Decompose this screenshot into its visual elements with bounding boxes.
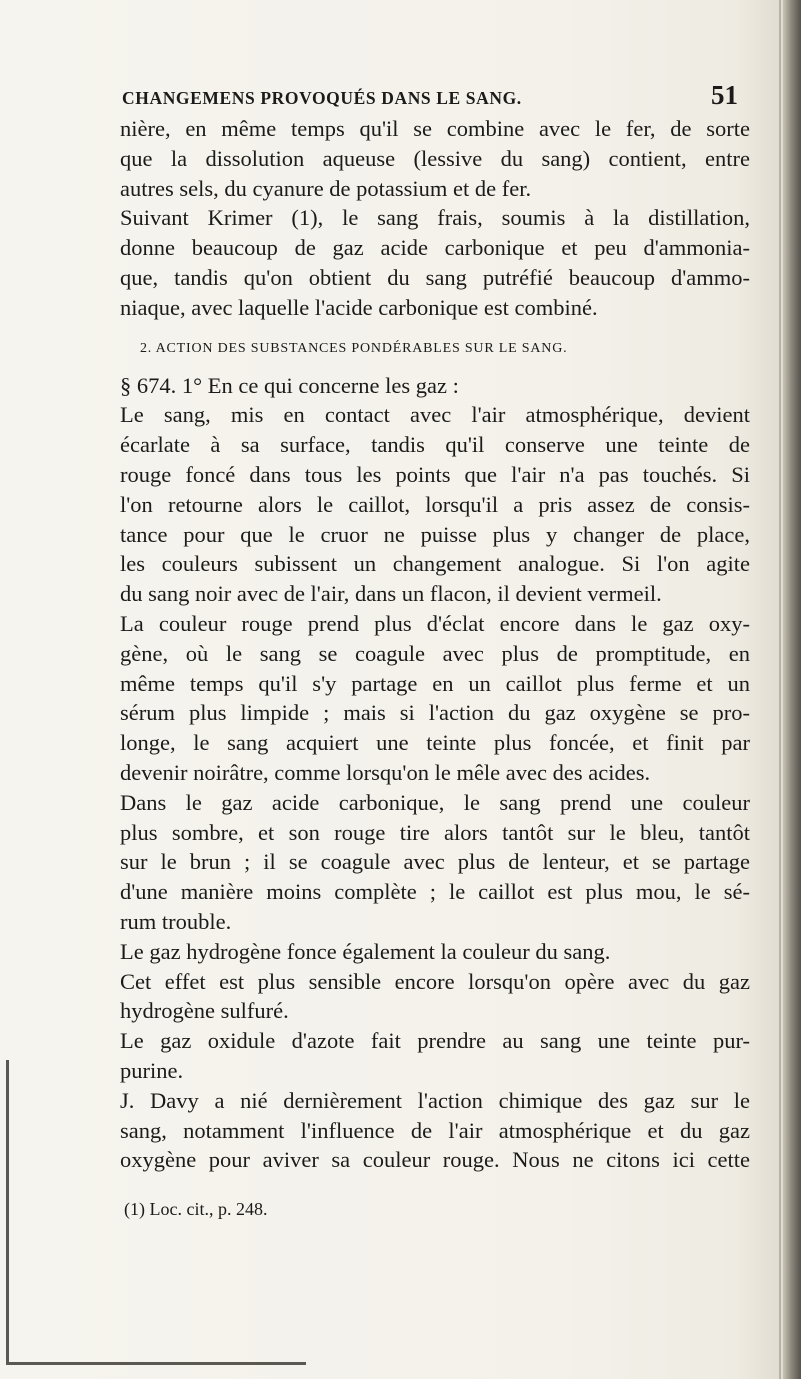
text-line: Le sang, mis en contact avec l'air atmosphérique, devient (120, 402, 750, 428)
text-line: Le gaz hydrogène fonce également la couleur du sang. (120, 938, 611, 964)
text-line: nière, en même temps qu'il se combine avec le fer, de sorte (120, 116, 750, 141)
text-line: devenir noirâtre, comme lorsqu'on le mêle avec des acides. (120, 759, 651, 785)
page-content (120, 80, 750, 1220)
text-line: purine. (120, 1057, 184, 1083)
text-line: du sang noir avec de l'air, dans un flacon, il devient vermeil. (120, 581, 662, 607)
text-line: niaque, avec laquelle l'acide carbonique est combiné. (120, 294, 598, 320)
text-line: rouge foncé dans tous les points que l'air n'a pas touchés. Si (120, 461, 750, 487)
paragraph (120, 609, 750, 788)
paragraph (120, 114, 750, 203)
text-line: oxygène pour aviver sa couleur rouge. Nous ne citons ici cette (120, 1147, 750, 1173)
page-header (120, 80, 750, 114)
text-line: sang, notamment l'influence de l'air atmosphérique et du gaz (120, 1117, 750, 1143)
corner-bracket-horizontal (6, 1362, 306, 1365)
section-heading: 2. ACTION DES SUBSTANCES PONDÉRABLES SUR LE SANG. (140, 340, 568, 356)
text-line: Le gaz oxidule d'azote fait prendre au sang une teinte pur- (120, 1028, 750, 1054)
text-line: longe, le sang acquiert une teinte plus foncée, et finit par (120, 730, 750, 756)
text-line: tance pour que le cruor ne puisse plus y changer de place, (120, 521, 750, 547)
text-line: les couleurs subissent un changement analogue. Si l'on agite (120, 551, 750, 577)
book-binding-edge (783, 0, 801, 1379)
running-head: CHANGEMENS PROVOQUÉS DANS LE SANG. (122, 88, 522, 108)
text-line: La couleur rouge prend plus d'éclat encore dans le gaz oxy- (120, 610, 750, 636)
section-number-line: § 674. 1° En ce qui concerne les gaz : (120, 372, 459, 398)
text-line: autres sels, du cyanure de potassium et de fer. (120, 175, 532, 201)
text-line: gène, où le sang se coagule avec plus de promptitude, en (120, 640, 750, 666)
text-line: hydrogène sulfuré. (120, 998, 289, 1024)
text-line: d'une manière moins complète ; le caillot est plus mou, le sé- (120, 879, 750, 905)
text-line: Dans le gaz acide carbonique, le sang prend une couleur (120, 789, 750, 815)
text-line: que, tandis qu'on obtient du sang putréfié beaucoup d'ammo- (120, 264, 750, 290)
paragraph (120, 1086, 750, 1175)
text-line: écarlate à sa surface, tandis qu'il conserve une teinte de (120, 432, 750, 458)
text-line: que la dissolution aqueuse (lessive du sang) contient, entre (120, 145, 750, 171)
page-number: 51 (711, 80, 738, 110)
text-line: Suivant Krimer (1), le sang frais, soumis à la distillation, (120, 205, 750, 231)
text-line: donne beaucoup de gaz acide carbonique et peu d'ammonia- (120, 235, 750, 261)
paragraph (120, 788, 750, 937)
paragraph (120, 1026, 750, 1086)
binding-shadow-line (779, 0, 781, 1379)
paragraph (120, 937, 750, 967)
text-line: même temps qu'il s'y partage en un caillot plus ferme et un (120, 670, 750, 696)
text-line: J. Davy a nié dernièrement l'action chimique des gaz sur le (120, 1087, 750, 1113)
paragraph (120, 203, 750, 322)
paragraph (120, 371, 750, 401)
text-line: sur le brun ; il se coagule avec plus de lenteur, et se partage (120, 849, 750, 875)
text-line: Cet effet est plus sensible encore lorsqu'on opère avec du gaz (120, 968, 750, 994)
text-line: plus sombre, et son rouge tire alors tantôt sur le bleu, tantôt (120, 819, 750, 845)
corner-bracket-vertical (6, 1060, 9, 1365)
text-line: l'on retourne alors le caillot, lorsqu'il a pris assez de consis- (120, 491, 750, 517)
text-line: sérum plus limpide ; mais si l'action du gaz oxygène se pro- (120, 700, 750, 726)
paragraph (120, 967, 750, 1027)
paragraph (120, 400, 750, 609)
footnote: (1) Loc. cit., p. 248. (124, 1199, 268, 1220)
text-line: rum trouble. (120, 908, 232, 934)
